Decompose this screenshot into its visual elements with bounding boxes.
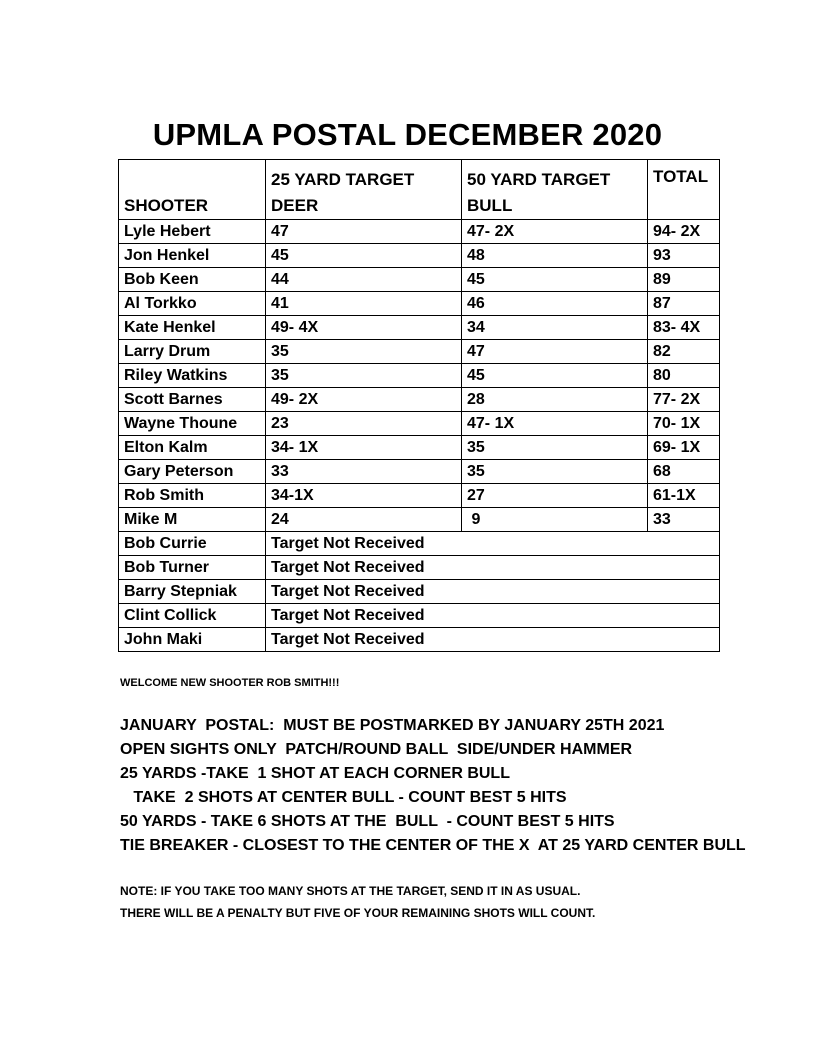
cell-25-yard: 34- 1X	[266, 436, 462, 460]
welcome-message: WELCOME NEW SHOOTER ROB SMITH!!!	[120, 677, 340, 689]
cell-total: 70- 1X	[648, 412, 720, 436]
cell-status: Target Not Received	[266, 532, 720, 556]
cell-50-yard: 35	[462, 436, 648, 460]
cell-25-yard: 44	[266, 268, 462, 292]
cell-shooter: Riley Watkins	[119, 364, 266, 388]
cell-shooter: John Maki	[119, 628, 266, 652]
header-shooter	[119, 160, 266, 220]
note-block	[120, 880, 595, 924]
cell-50-yard: 45	[462, 268, 648, 292]
cell-50-yard: 47- 1X	[462, 412, 648, 436]
cell-shooter: Mike M	[119, 508, 266, 532]
cell-shooter: Bob Turner	[119, 556, 266, 580]
cell-total: 89	[648, 268, 720, 292]
cell-shooter: Bob Currie	[119, 532, 266, 556]
cell-status: Target Not Received	[266, 556, 720, 580]
header-25-yard-line2: DEER	[271, 196, 319, 215]
cell-shooter: Larry Drum	[119, 340, 266, 364]
cell-25-yard: 45	[266, 244, 462, 268]
rules-line: 25 YARDS -TAKE 1 SHOT AT EACH CORNER BULL	[120, 765, 510, 782]
results-table	[118, 159, 720, 652]
cell-50-yard: 35	[462, 460, 648, 484]
table-header-row	[119, 160, 720, 220]
cell-50-yard: 48	[462, 244, 648, 268]
cell-25-yard: 47	[266, 220, 462, 244]
cell-shooter: Rob Smith	[119, 484, 266, 508]
table-row	[119, 292, 720, 316]
cell-shooter: Wayne Thoune	[119, 412, 266, 436]
header-25-yard-line1: 25 YARD TARGET	[271, 170, 415, 189]
cell-25-yard: 33	[266, 460, 462, 484]
rules-line: OPEN SIGHTS ONLY PATCH/ROUND BALL SIDE/UNDER HAMMER	[120, 741, 633, 758]
table-row	[119, 340, 720, 364]
header-shooter-label: SHOOTER	[124, 196, 209, 215]
header-50-yard-line2: BULL	[467, 196, 513, 215]
cell-shooter: Elton Kalm	[119, 436, 266, 460]
table-row	[119, 244, 720, 268]
table-row-not-received	[119, 580, 720, 604]
cell-25-yard: 41	[266, 292, 462, 316]
cell-shooter: Kate Henkel	[119, 316, 266, 340]
cell-total: 61-1X	[648, 484, 720, 508]
cell-total: 87	[648, 292, 720, 316]
table-row	[119, 436, 720, 460]
header-25-yard	[266, 160, 462, 220]
table-row	[119, 460, 720, 484]
cell-total: 93	[648, 244, 720, 268]
table-body	[119, 220, 720, 652]
cell-25-yard: 23	[266, 412, 462, 436]
cell-25-yard: 49- 4X	[266, 316, 462, 340]
header-50-yard-line1: 50 YARD TARGET	[467, 170, 611, 189]
cell-status: Target Not Received	[266, 580, 720, 604]
table-row	[119, 484, 720, 508]
cell-shooter: Clint Collick	[119, 604, 266, 628]
cell-total: 77- 2X	[648, 388, 720, 412]
table-row-not-received	[119, 556, 720, 580]
cell-25-yard: 24	[266, 508, 462, 532]
cell-shooter: Scott Barnes	[119, 388, 266, 412]
table-row-not-received	[119, 604, 720, 628]
cell-shooter: Al Torkko	[119, 292, 266, 316]
cell-50-yard: 27	[462, 484, 648, 508]
cell-total: 82	[648, 340, 720, 364]
cell-50-yard: 34	[462, 316, 648, 340]
cell-shooter: Barry Stepniak	[119, 580, 266, 604]
header-total-label: TOTAL	[653, 167, 709, 186]
cell-shooter: Gary Peterson	[119, 460, 266, 484]
cell-total: 33	[648, 508, 720, 532]
cell-25-yard: 35	[266, 340, 462, 364]
cell-shooter: Lyle Hebert	[119, 220, 266, 244]
rules-line: TAKE 2 SHOTS AT CENTER BULL - COUNT BEST 5 HITS	[120, 789, 567, 806]
cell-50-yard: 47- 2X	[462, 220, 648, 244]
table-row-not-received	[119, 628, 720, 652]
table-row	[119, 412, 720, 436]
page-title: UPMLA POSTAL DECEMBER 2020	[152, 117, 663, 152]
table-row	[119, 388, 720, 412]
table-row	[119, 508, 720, 532]
cell-status: Target Not Received	[266, 628, 720, 652]
rules-block	[120, 714, 746, 858]
cell-25-yard: 34-1X	[266, 484, 462, 508]
table-row	[119, 220, 720, 244]
cell-total: 68	[648, 460, 720, 484]
cell-shooter: Jon Henkel	[119, 244, 266, 268]
cell-25-yard: 35	[266, 364, 462, 388]
note-line: NOTE: IF YOU TAKE TOO MANY SHOTS AT THE TARGET, SEND IT IN AS USUAL.	[120, 884, 581, 898]
header-50-yard	[462, 160, 648, 220]
cell-25-yard: 49- 2X	[266, 388, 462, 412]
cell-shooter: Bob Keen	[119, 268, 266, 292]
rules-line: TIE BREAKER - CLOSEST TO THE CENTER OF THE X AT 25 YARD CENTER BULL	[120, 837, 746, 854]
cell-total: 80	[648, 364, 720, 388]
cell-50-yard: 9	[462, 508, 648, 532]
note-line: THERE WILL BE A PENALTY BUT FIVE OF YOUR REMAINING SHOTS WILL COUNT.	[120, 906, 596, 920]
table-row	[119, 364, 720, 388]
rules-line: 50 YARDS - TAKE 6 SHOTS AT THE BULL - COUNT BEST 5 HITS	[120, 813, 615, 830]
rules-line: JANUARY POSTAL: MUST BE POSTMARKED BY JANUARY 25TH 2021	[120, 717, 665, 734]
cell-50-yard: 45	[462, 364, 648, 388]
table-row	[119, 316, 720, 340]
table-row	[119, 268, 720, 292]
cell-total: 83- 4X	[648, 316, 720, 340]
cell-50-yard: 46	[462, 292, 648, 316]
cell-status: Target Not Received	[266, 604, 720, 628]
cell-total: 94- 2X	[648, 220, 720, 244]
table-row-not-received	[119, 532, 720, 556]
header-total	[648, 160, 720, 220]
cell-50-yard: 28	[462, 388, 648, 412]
cell-50-yard: 47	[462, 340, 648, 364]
cell-total: 69- 1X	[648, 436, 720, 460]
